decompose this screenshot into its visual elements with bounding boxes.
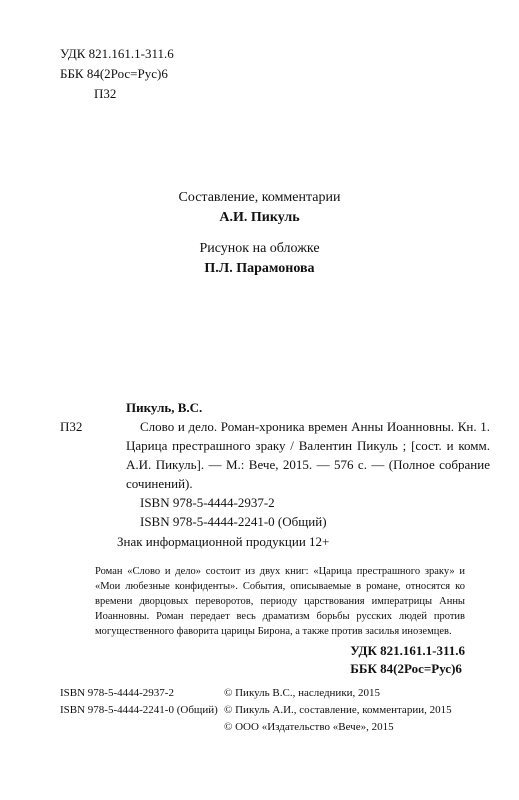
footer-isbn-1: ISBN 978-5-4444-2937-2 [60, 687, 174, 699]
annotation: Роман «Слово и дело» состоит из двух книг: «Царица престрашного зраку» и «Мои любезные конфиденты». События, описываемые в романе, относятся ко времени дворцовых переворотов, периоду царствования императрицы Анны Иоанновны. Роман передает весь драматизм борьбы русских людей против могущественного фаворита царицы Бирона, а также против засилья иноземцев. [95, 566, 465, 637]
compile-name: А.И. Пикуль [219, 210, 300, 225]
footer-isbn-2: ISBN 978-5-4444-2241-0 (Общий) [60, 704, 218, 716]
author-mark: П32 [94, 86, 117, 101]
bbk-code: ББК 84(2Рос=Рус)6 [60, 66, 168, 81]
record-description-block [60, 417, 490, 493]
record-isbn-1: ISBN 978-5-4444-2937-2 [140, 495, 275, 510]
udk-code: УДК 821.161.1-311.6 [60, 46, 174, 61]
cover-credit [0, 239, 519, 279]
classification-codes [60, 44, 174, 104]
compile-label: Составление, комментарии [178, 190, 341, 205]
record-description: Слово и дело. Роман-хроника времен Анны Иоанновны. Кн. 1. Царица престрашного зраку / Валентин Пикуль ; [сост. и комм. А.И. Пикуль]. — М.: Вече, 2015. — 576 с. — (Полное собрание сочинений). [126, 419, 490, 491]
catalog-record [60, 398, 490, 531]
footer-udk: УДК 821.161.1-311.6 [350, 643, 465, 658]
info-sign: Знак информационной продукции 12+ [117, 534, 330, 549]
copyright-line: © ООО «Издательство «Вече», 2015 [224, 721, 394, 733]
footer-bbk: ББК 84(2Рос=Рус)6 [350, 661, 462, 676]
cover-name: П.Л. Парамонова [204, 261, 315, 276]
footer-classification-codes [350, 642, 465, 678]
copyright-list [224, 685, 452, 736]
record-code: П32 [60, 419, 83, 434]
copyright-line: © Пикуль В.С., наследники, 2015 [224, 687, 381, 699]
footer-isbn [60, 685, 218, 719]
compile-credit [0, 188, 519, 228]
cover-label: Рисунок на обложке [199, 241, 320, 256]
record-author: Пикуль, В.С. [126, 400, 203, 415]
record-isbn-2: ISBN 978-5-4444-2241-0 (Общий) [140, 514, 327, 529]
copyright-line: © Пикуль А.И., составление, комментарии, 2015 [224, 704, 452, 716]
